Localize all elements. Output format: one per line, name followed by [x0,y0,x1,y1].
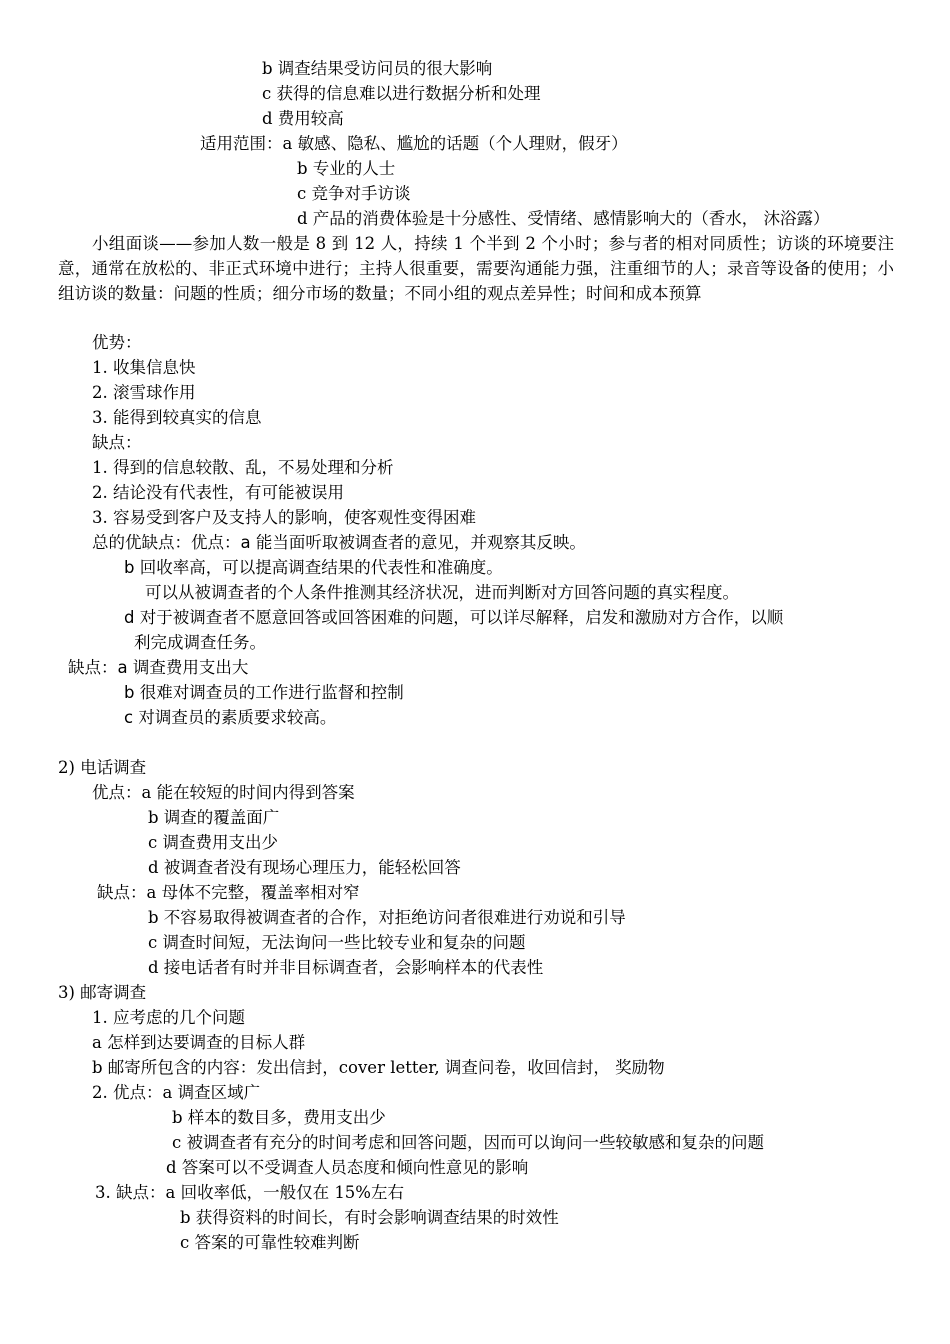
overall-cons-a [68,656,248,681]
disadvantage-item: 2. 结论没有代表性，有可能被误用 [92,483,344,502]
scope-c: c 竞争对手访谈 [297,184,411,203]
phone-pros-a: 优点：a 能在较短的时间内得到答案 [92,783,355,802]
overall-pros-prefix: 总的优缺点：优点： [92,533,241,552]
interview-con-c: c 获得的信息难以进行数据分析和处理 [262,84,541,103]
mail-question-b: b 邮寄所包含的内容：发出信封，cover letter, 调查问卷，收回信封， 奖励物 [92,1058,665,1077]
overall-cons-prefix: 缺点： [68,658,118,677]
phone-pros-c: c 调查费用支出少 [148,833,278,852]
phone-cons-d: d 接电话者有时并非目标调查者，会影响样本的代表性 [148,958,544,977]
mail-cons-b: b 获得资料的时间长，有时会影响调查结果的时效性 [180,1208,559,1227]
advantage-item: 2. 滚雪球作用 [92,383,196,402]
overall-pros-d-cont: 利完成调查任务。 [134,633,266,652]
mail-pros-c: c 被调查者有充分的时间考虑和回答问题，因而可以询问一些较敏感和复杂的问题 [172,1133,764,1152]
advantages-label: 优势： [92,333,142,352]
phone-cons-c: c 调查时间短，无法询问一些比较专业和复杂的问题 [148,933,526,952]
phone-heading: 2) 电话调查 [58,758,147,777]
overall-cons-c: c 对调查员的素质要求较高。 [124,708,337,727]
mail-pros-b: b 样本的数目多，费用支出少 [172,1108,386,1127]
scope-d: d 产品的消费体验是十分感性、受情绪、感情影响大的（香水， 沐浴露） [297,209,830,228]
overall-cons-a-text: a 调查费用支出大 [117,658,249,677]
interview-con-b: b 调查结果受访问员的很大影响 [262,59,493,78]
phone-pros-b: b 调查的覆盖面广 [148,808,280,827]
phone-cons-b: b 不容易取得被调查者的合作，对拒绝访问者很难进行劝说和引导 [148,908,626,927]
disadvantages-label: 缺点： [92,433,142,452]
overall-pros-a-text: a 能当面听取被调查者的意见，并观察其反映。 [240,533,586,552]
overall-pros-b: b 回收率高，可以提高调查结果的代表性和准确度。 [124,558,503,577]
overall-pros-a [92,531,586,556]
interview-con-d: d 费用较高 [262,109,344,128]
advantage-item: 3. 能得到较真实的信息 [92,408,262,427]
mail-question-a: a 怎样到达要调查的目标人群 [92,1033,306,1052]
disadvantage-item: 1. 得到的信息较散、乱，不易处理和分析 [92,458,394,477]
disadvantage-item: 3. 容易受到客户及支持人的影响，使客观性变得困难 [92,508,476,527]
overall-pros-d: d 对于被调查者不愿意回答或回答困难的问题，可以详尽解释，启发和激励对方合作，以顺 [124,608,784,627]
overall-pros-c: 可以从被调查者的个人条件推测其经济状况，进而判断对方回答问题的真实程度。 [145,583,739,602]
scope-b: b 专业的人士 [297,159,396,178]
phone-pros-d: d 被调查者没有现场心理压力，能轻松回答 [148,858,461,877]
mail-pros-a: 2. 优点：a 调查区域广 [92,1083,261,1102]
mail-heading: 3) 邮寄调查 [58,983,147,1002]
phone-cons-a: 缺点：a 母体不完整，覆盖率相对窄 [97,883,360,902]
mail-questions-label: 1. 应考虑的几个问题 [92,1008,245,1027]
mail-cons-a: 3. 缺点：a 回收率低，一般仅在 15%左右 [95,1183,404,1202]
overall-cons-b: b 很难对调查员的工作进行监督和控制 [124,683,404,702]
focus-group-paragraph: 小组面谈——参加人数一般是 8 到 12 人，持续 1 个半到 2 个小时；参与者的相对同质性；访谈的环境要注意，通常在放松的、非正式环境中进行；主持人很重要，需要沟通能力强，注重细节的人；录音等设备的使用；小组访谈的数量：问题的性质；细分市场的数量；不同小组的观点差异性；时间和成本预算 [58,234,894,303]
mail-pros-d: d 答案可以不受调查人员态度和倾向性意见的影响 [166,1158,529,1177]
advantage-item: 1. 收集信息快 [92,358,196,377]
mail-cons-c: c 答案的可靠性较难判断 [180,1233,360,1252]
scope-a: 适用范围：a 敏感、隐私、尴尬的话题（个人理财，假牙） [200,134,628,153]
